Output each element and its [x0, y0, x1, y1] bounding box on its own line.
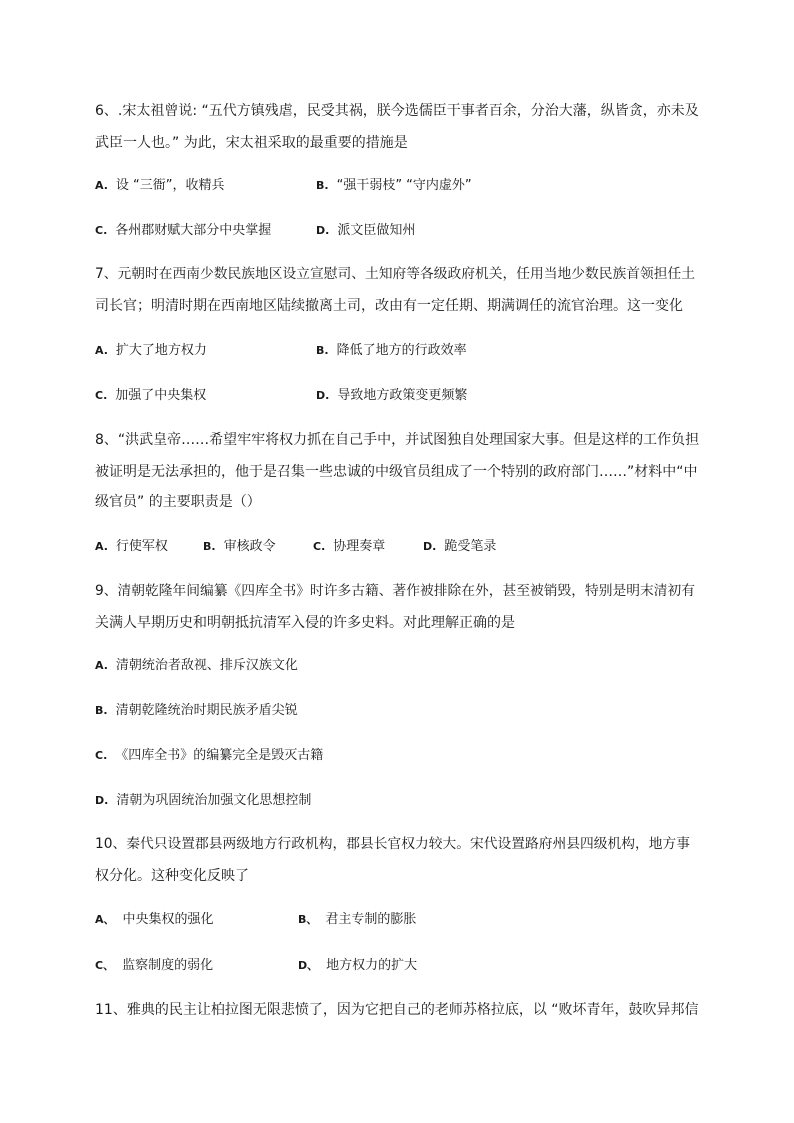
option-text: 行使军权 [115, 539, 168, 554]
question-8-option-c[interactable] [313, 537, 385, 557]
question-6-option-c[interactable] [95, 221, 271, 241]
option-letter: C. [95, 749, 108, 762]
option-text: 清朝为巩固统治加强文化思想控制 [116, 793, 312, 808]
question-6-option-d[interactable] [316, 221, 415, 241]
option-letter: D. [423, 540, 437, 553]
question-6-line-1: 6、.宋太祖曾说: “五代方镇残虐，民受其祸，朕今选儒臣干事者百余，分治大藩，纵皆贪，亦未及 [95, 103, 699, 119]
option-text: 地方权力的扩大 [326, 958, 418, 973]
option-text: “强干弱枝” “守内虚外” [336, 178, 472, 193]
option-letter: B. [316, 179, 329, 192]
option-text: 监察制度的弱化 [122, 958, 214, 973]
option-letter: C、 [95, 959, 115, 972]
question-8-option-d[interactable] [423, 537, 496, 557]
question-7-line-1: 7、元朝时在西南少数民族地区设立宣慰司、土知府等各级政府机关，任用当地少数民族首领担任土 [95, 266, 696, 282]
option-text: 降低了地方的行政效率 [336, 343, 467, 358]
option-text: 协理奏章 [333, 539, 386, 554]
question-7-option-a[interactable] [95, 341, 207, 361]
option-letter: C. [313, 540, 326, 553]
option-text: 加强了中央集权 [115, 388, 207, 403]
question-11-line-1: 11、雅典的民主让柏拉图无限悲愤了，因为它把自己的老师苏格拉底，以 “败坏青年，鼓吹异邦信 [95, 1002, 699, 1018]
option-text: 清朝乾隆统治时期民族矛盾尖锐 [115, 703, 298, 718]
option-text: 扩大了地方权力 [115, 343, 207, 358]
question-10-line-1: 10、秦代只设置郡县两级地方行政机构，郡县长官权力较大。宋代设置路府州县四级机构，地方事 [95, 836, 690, 852]
question-6-line-2: 武臣一人也。” 为此，宋太祖采取的最重要的措施是 [95, 135, 408, 151]
option-letter: B. [316, 344, 329, 357]
option-letter: D. [316, 224, 330, 237]
question-10-option-b[interactable] [298, 910, 416, 930]
question-9-option-d[interactable] [95, 791, 311, 811]
question-8-line-3: 级官员” 的主要职责是（） [95, 494, 261, 510]
question-7-option-c[interactable] [95, 386, 206, 406]
option-letter: D. [316, 389, 330, 402]
option-text: 导致地方政策变更频繁 [337, 388, 468, 403]
option-text: 清朝统治者敌视、排斥汉族文化 [115, 658, 298, 673]
option-letter: B. [203, 540, 216, 553]
question-10-option-a[interactable] [95, 910, 214, 930]
option-letter: A. [95, 540, 108, 553]
option-letter: C. [95, 389, 108, 402]
question-8-line-1: 8、“洪武皇帝……希望牢牢将权力抓在自己手中，并试图独自处理国家大事。但是这样的工作负担 [95, 432, 700, 448]
option-text: 设 “三衙”，收精兵 [115, 178, 225, 193]
option-letter: A、 [95, 913, 115, 926]
question-9-line-1: 9、清朝乾隆年间编纂《四库全书》时许多古籍、著作被排除在外，甚至被销毁，特别是明末清初有 [95, 583, 696, 599]
question-10-option-d[interactable] [298, 956, 417, 976]
question-8-option-a[interactable] [95, 537, 168, 557]
option-text: 中央集权的强化 [122, 912, 214, 927]
question-8-option-b[interactable] [203, 537, 276, 557]
question-9-option-c[interactable] [95, 746, 323, 766]
question-6-option-b[interactable] [316, 176, 472, 196]
question-10-option-c[interactable] [95, 956, 213, 976]
option-text: 跪受笔录 [444, 539, 497, 554]
option-letter: D、 [298, 959, 319, 972]
question-9-line-2: 关满人早期历史和明朝抵抗清军入侵的许多史料。对此理解正确的是 [95, 615, 515, 631]
option-text: 君主专制的膨胀 [325, 912, 417, 927]
question-9-option-b[interactable] [95, 701, 298, 721]
question-7-option-b[interactable] [316, 341, 467, 361]
option-letter: D. [95, 794, 109, 807]
question-8-line-2: 被证明是无法承担的，他于是召集一些忠诚的中级官员组成了一个特别的政府部门……”材料中“中 [95, 464, 698, 480]
option-letter: C. [95, 224, 108, 237]
question-6-option-a[interactable] [95, 176, 225, 196]
question-9-option-a[interactable] [95, 656, 298, 676]
option-letter: B. [95, 704, 108, 717]
option-text: 派文臣做知州 [337, 223, 416, 238]
option-text: 《四库全书》的编纂完全是毁灭古籍 [115, 748, 324, 763]
option-text: 审核政令 [223, 539, 276, 554]
question-7-line-2: 司长官；明清时期在西南地区陆续撤离土司，改由有一定任期、期满调任的流官治理。这一变化 [95, 298, 683, 314]
option-text: 各州郡财赋大部分中央掌握 [115, 223, 272, 238]
option-letter: A. [95, 179, 108, 192]
option-letter: A. [95, 344, 108, 357]
question-7-option-d[interactable] [316, 386, 467, 406]
option-letter: A. [95, 659, 108, 672]
question-10-line-2: 权分化。这种变化反映了 [95, 868, 249, 884]
option-letter: B、 [298, 913, 318, 926]
